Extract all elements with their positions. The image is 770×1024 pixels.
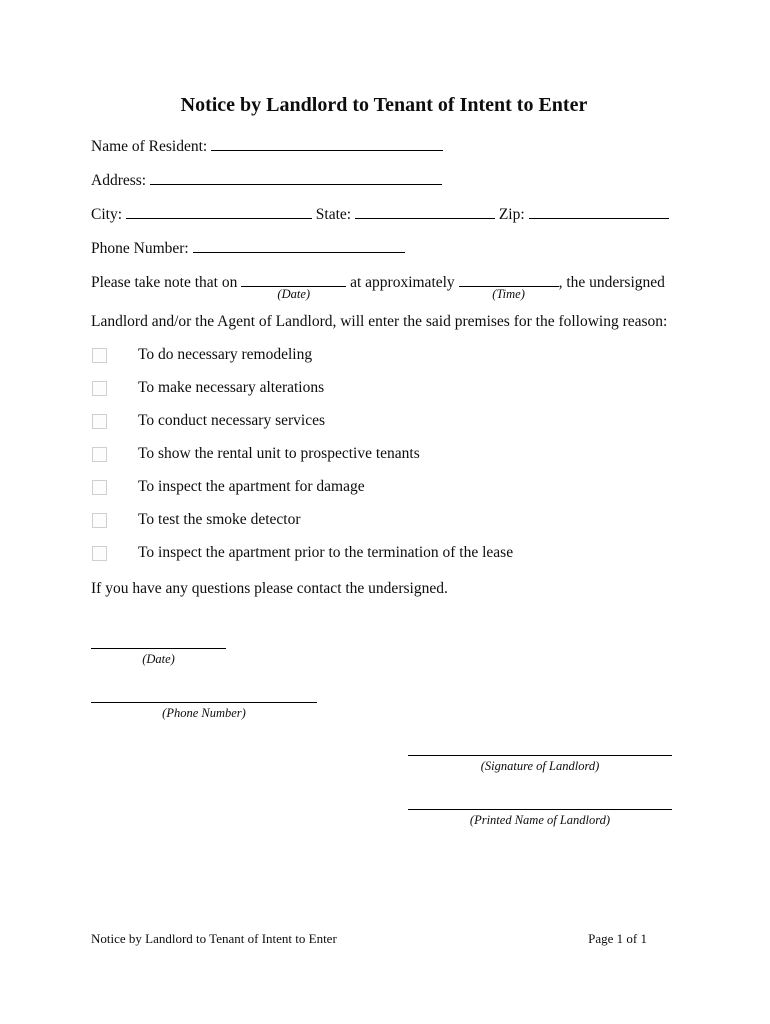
date-line-caption: (Date) — [142, 652, 175, 666]
entry-date-caption: (Date) — [277, 287, 311, 301]
reason-checkbox[interactable] — [92, 480, 107, 495]
address-label: Address: — [91, 172, 147, 189]
reason-checkbox[interactable] — [92, 513, 107, 528]
entry-time-blank — [459, 271, 559, 301]
date-signature-block — [91, 630, 226, 667]
landlord-signature-line — [408, 737, 672, 756]
landlord-signature-caption: (Signature of Landlord) — [480, 759, 600, 773]
address-blank — [150, 169, 442, 185]
city-state-zip-row — [91, 203, 677, 226]
zip-blank — [529, 203, 669, 219]
reason-label: To test the smoke detector — [138, 511, 301, 528]
reason-label: To inspect the apartment prior to the termination of the lease — [138, 544, 514, 561]
reason-checkbox[interactable] — [92, 348, 107, 363]
reason-checkbox[interactable] — [92, 447, 107, 462]
state-label: State: — [315, 206, 352, 223]
name-of-resident-row — [91, 135, 677, 158]
phone-line-caption: (Phone Number) — [162, 706, 246, 720]
reason-row — [91, 377, 677, 399]
entry-notice-part1: Please take note that on — [91, 274, 238, 291]
entry-date-blank — [241, 271, 346, 301]
phone-signature-block — [91, 684, 317, 721]
footer-document-title: Notice by Landlord to Tenant of Intent to Enter — [91, 931, 337, 946]
city-blank — [126, 203, 312, 219]
city-label: City: — [91, 206, 123, 223]
reason-row — [91, 476, 677, 498]
reason-row — [91, 509, 677, 531]
phone-number-label: Phone Number: — [91, 240, 189, 257]
reason-row — [91, 443, 677, 465]
date-line — [91, 630, 226, 649]
page-footer — [91, 931, 677, 947]
reason-label: To show the rental unit to prospective tenants — [138, 445, 420, 462]
footer-page-number: Page 1 of 1 — [588, 931, 647, 946]
name-of-resident-blank — [211, 135, 443, 151]
address-row — [91, 169, 677, 192]
reason-checkbox[interactable] — [92, 381, 107, 396]
phone-number-row — [91, 237, 677, 260]
reason-label: To conduct necessary services — [138, 412, 325, 429]
phone-line — [91, 684, 317, 703]
entry-notice-part3: , the undersigned — [558, 274, 665, 291]
landlord-signature-block — [408, 737, 672, 774]
landlord-printed-name-block — [408, 791, 672, 828]
reason-row — [91, 542, 677, 564]
state-blank — [355, 203, 495, 219]
name-of-resident-label: Name of Resident: — [91, 138, 208, 155]
entry-time-caption: (Time) — [492, 287, 525, 301]
reason-row — [91, 344, 677, 366]
landlord-printed-name-caption: (Printed Name of Landlord) — [469, 813, 611, 827]
zip-label: Zip: — [498, 206, 525, 223]
reason-row — [91, 410, 677, 432]
phone-number-blank — [193, 237, 405, 253]
reason-label: To inspect the apartment for damage — [138, 478, 365, 495]
entry-notice-part2: at approximately — [350, 274, 455, 291]
closing-text: If you have any questions please contact the undersigned. — [91, 580, 448, 597]
landlord-printed-name-line — [408, 791, 672, 810]
reason-checkbox[interactable] — [92, 414, 107, 429]
reason-label: To make necessary alterations — [138, 379, 325, 396]
page-title: Notice by Landlord to Tenant of Intent to Enter — [180, 94, 588, 116]
reason-label: To do necessary remodeling — [138, 346, 313, 363]
reason-checkbox[interactable] — [92, 546, 107, 561]
entry-notice-sentence — [91, 271, 677, 301]
reason-intro: Landlord and/or the Agent of Landlord, will enter the said premises for the following reason: — [91, 313, 668, 330]
